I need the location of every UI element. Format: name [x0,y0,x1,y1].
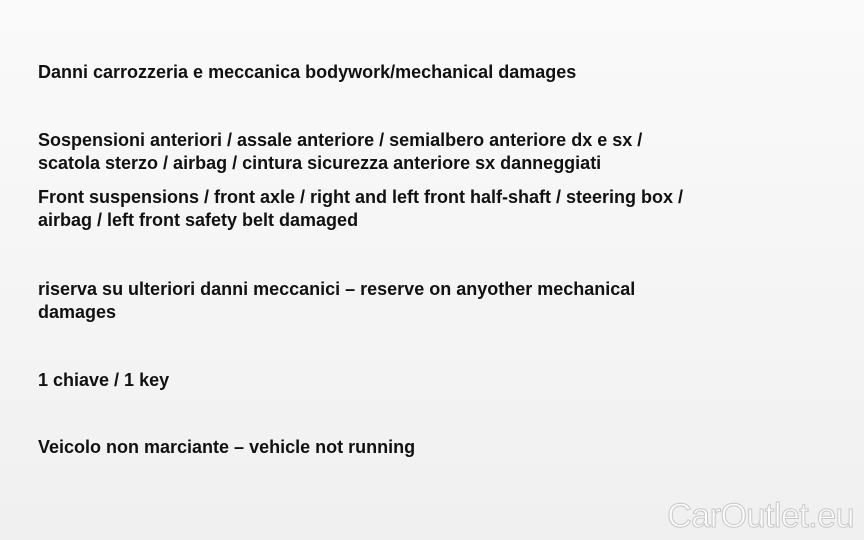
reserve-note [38,278,758,324]
italian-damage-list [38,129,758,175]
reserve-note-line-1: riserva su ulteriori danni meccanici – reserve on anyother mechanical [38,279,636,299]
damages-title [38,61,758,84]
reserve-note-line-2: damages [38,302,117,322]
english-damage-line-1: Front suspensions / front axle / right and left front half-shaft / steering box / [38,187,684,207]
english-damage-list [38,186,758,232]
background-ghost-text [30,352,35,373]
running-status-text: Veicolo non marciante – vehicle not running [38,437,416,457]
keys-note-text: 1 chiave / 1 key [38,370,170,390]
italian-damage-line-2: scatola sterzo / airbag / cintura sicurezza anteriore sx danneggiati [38,153,602,173]
italian-damage-line-1: Sospensioni anteriori / assale anteriore / semialbero anteriore dx e sx / [38,130,643,150]
caroutlet-watermark: CarOutlet.eu [667,497,854,535]
english-damage-line-2: airbag / left front safety belt damaged [38,210,359,230]
damages-title-text: Danni carrozzeria e meccanica bodywork/mechanical damages [38,62,577,82]
keys-note [38,369,758,392]
running-status [38,436,758,459]
